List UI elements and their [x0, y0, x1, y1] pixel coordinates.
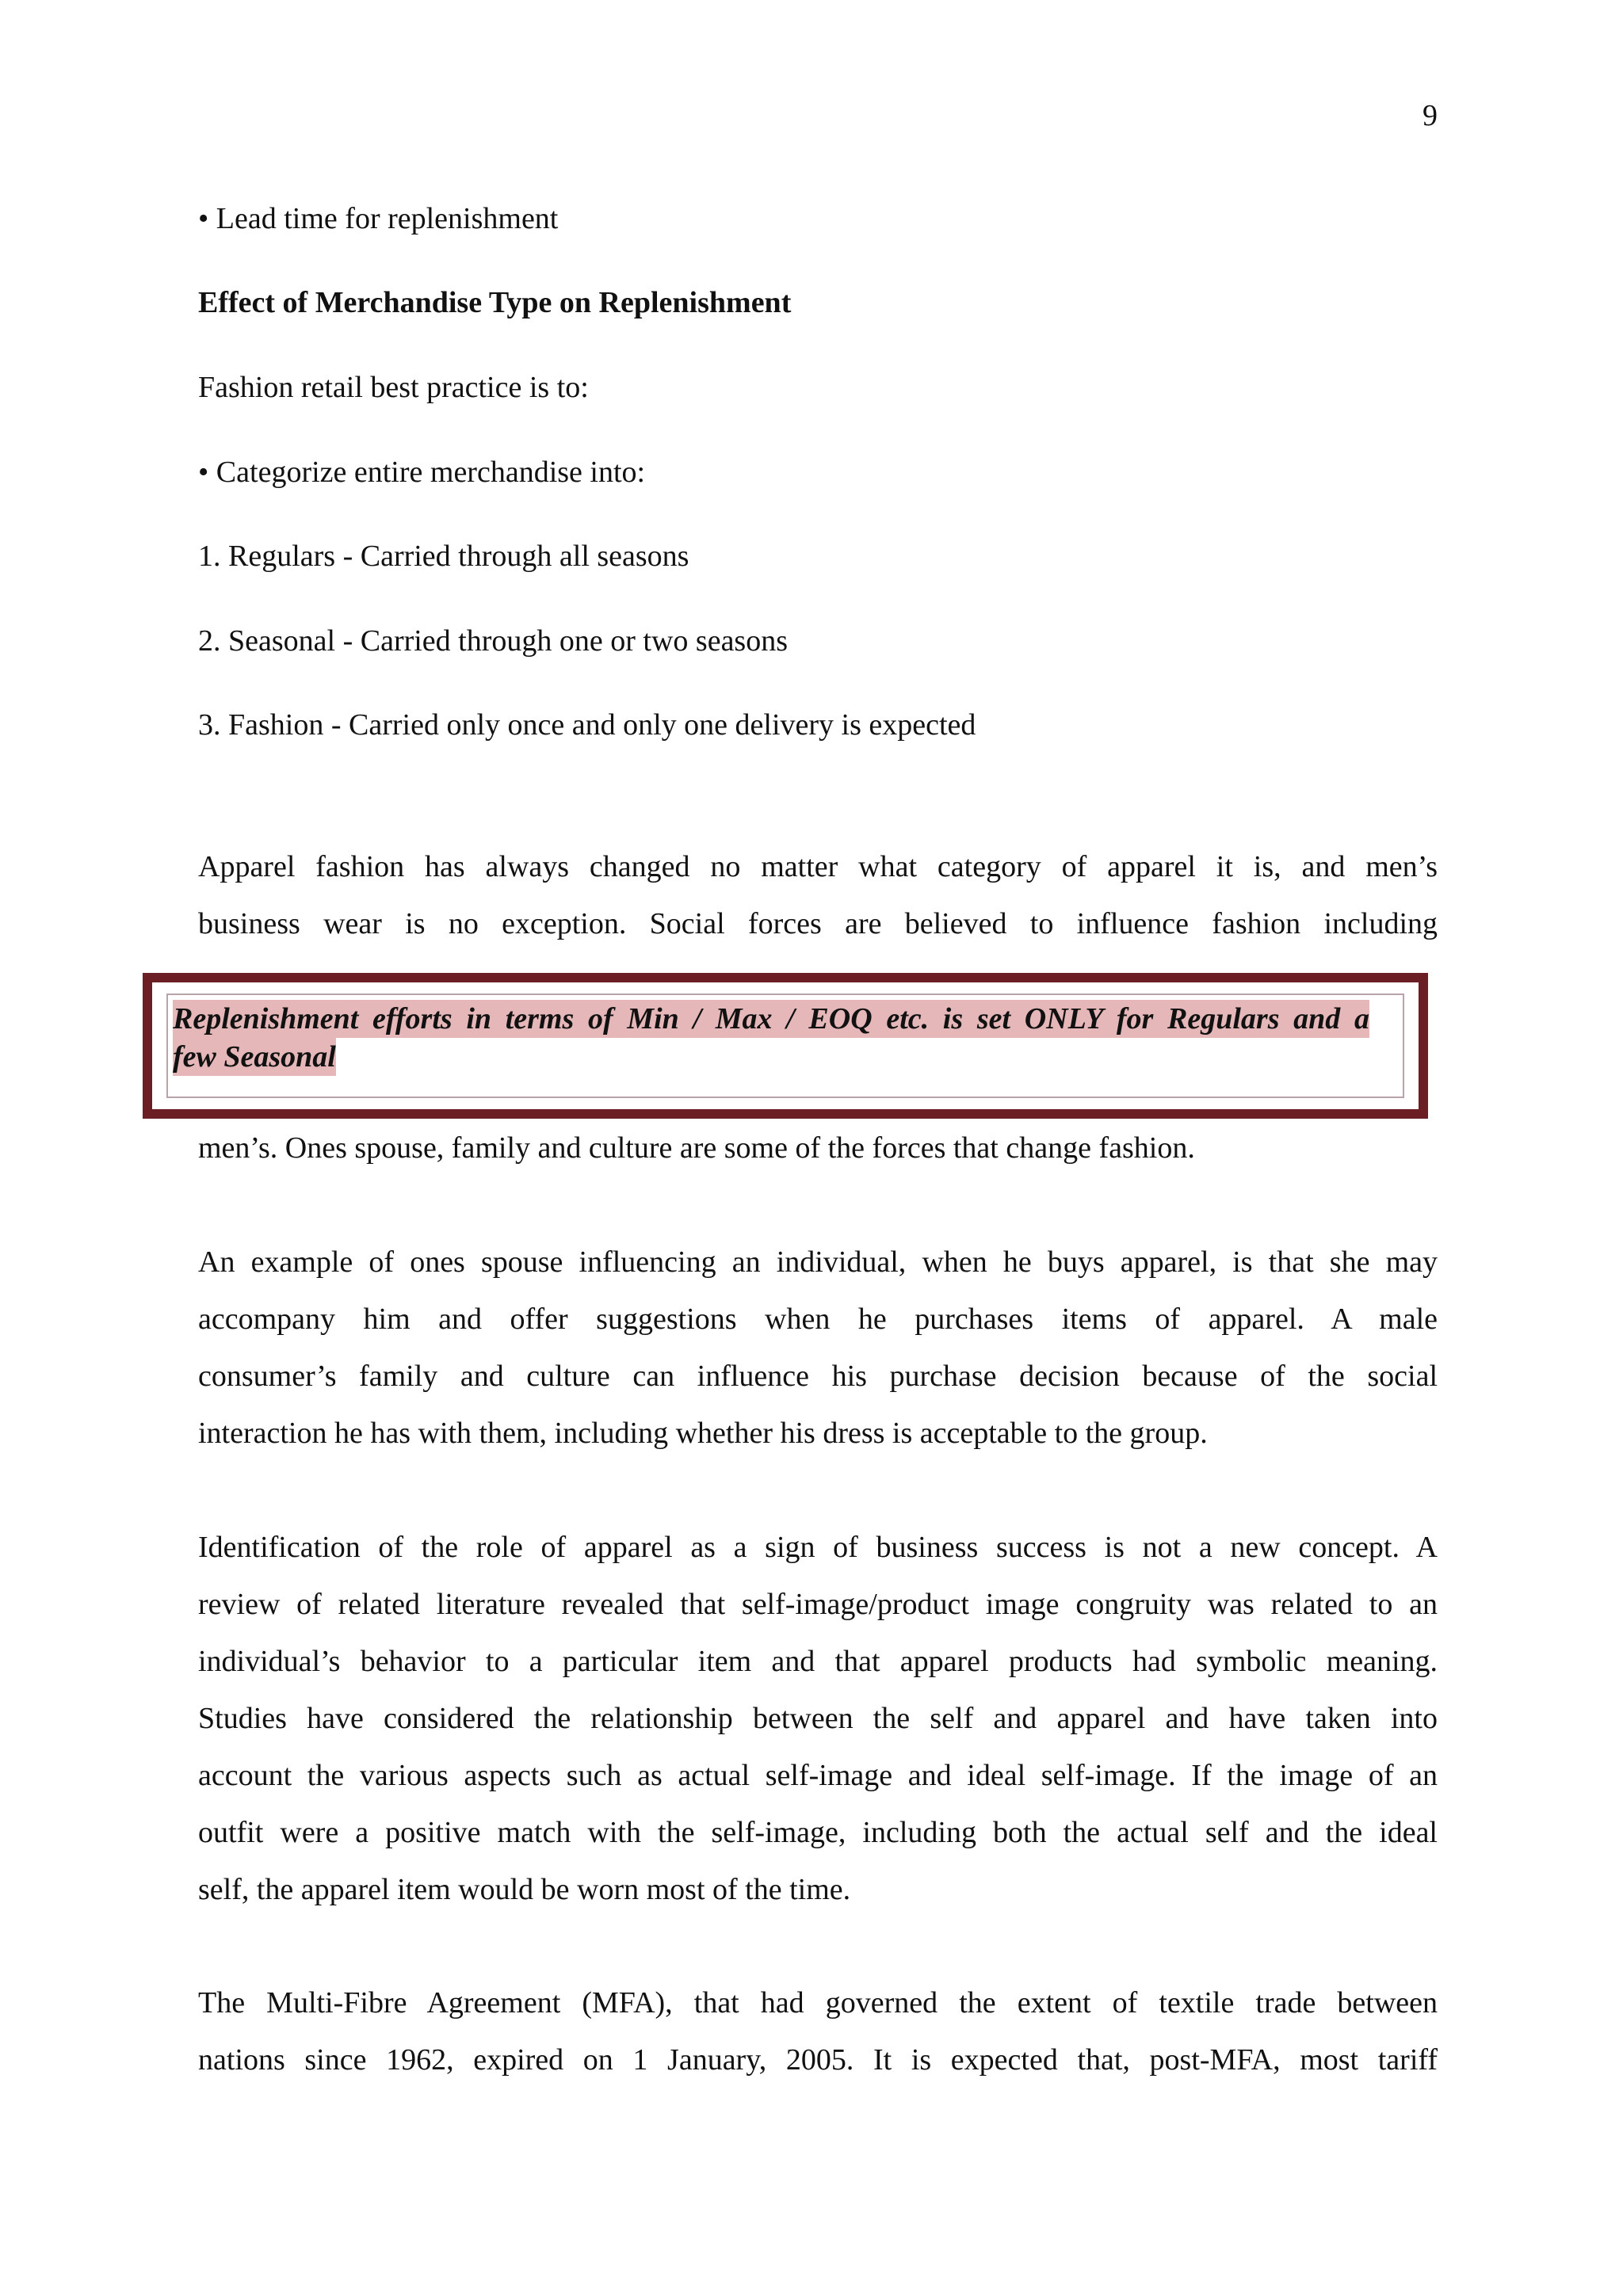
paragraph-apparel-fashion-continued — [198, 1119, 1438, 1177]
paragraph-apparel-fashion — [198, 838, 1438, 952]
list-item-regulars: 1. Regulars - Carried through all seasons — [198, 540, 689, 573]
paragraph-line: men’s. Ones spouse, family and culture are some of the forces that change fashion. — [198, 1131, 1195, 1165]
bullet-lead-time: • Lead time for replenishment — [198, 202, 559, 235]
page-number: 9 — [1423, 99, 1438, 132]
callout-line: Replenishment efforts in terms of Min / Max / EOQ etc. is set ONLY for Regulars and a — [173, 1000, 1369, 1038]
paragraph-line: consumer’s family and culture can influence his purchase decision because of the social — [198, 1360, 1438, 1393]
paragraph-line: business wear is no exception. Social forces are believed to influence fashion including — [198, 907, 1438, 940]
best-practice-intro: Fashion retail best practice is to: — [198, 371, 589, 404]
paragraph-line: account the various aspects such as actual self-image and ideal self-image. If the image of an — [198, 1759, 1438, 1792]
paragraph-mfa — [198, 1974, 1438, 2088]
paragraph-line: The Multi-Fibre Agreement (MFA), that had governed the extent of textile trade between — [198, 1986, 1438, 2019]
callout-text — [173, 1000, 1369, 1076]
paragraph-line: individual’s behavior to a particular item and that apparel products had symbolic meaning. — [198, 1645, 1438, 1678]
paragraph-line: Studies have considered the relationship between the self and apparel and have taken into — [198, 1702, 1438, 1735]
list-item-seasonal: 2. Seasonal - Carried through one or two seasons — [198, 624, 789, 658]
section-heading: Effect of Merchandise Type on Replenishment — [198, 286, 792, 319]
paragraph-line: Identification of the role of apparel as a sign of business success is not a new concept. A — [198, 1531, 1438, 1564]
list-item-fashion: 3. Fashion - Carried only once and only one delivery is expected — [198, 708, 976, 742]
paragraph-line: self, the apparel item would be worn most of the time. — [198, 1873, 851, 1906]
paragraph-line: Apparel fashion has always changed no matter what category of apparel it is, and men’s — [198, 850, 1438, 883]
paragraph-business-success — [198, 1519, 1438, 1918]
paragraph-line: review of related literature revealed that self-image/product image congruity was related to an — [198, 1588, 1438, 1621]
paragraph-spouse-influence — [198, 1234, 1438, 1462]
callout-box — [143, 973, 1428, 1119]
paragraph-line: outfit were a positive match with the self-image, including both the actual self and the ideal — [198, 1816, 1438, 1849]
bullet-categorize: • Categorize entire merchandise into: — [198, 456, 646, 489]
paragraph-line: interaction he has with them, including whether his dress is acceptable to the group. — [198, 1417, 1208, 1450]
paragraph-line: accompany him and offer suggestions when he purchases items of apparel. A male — [198, 1302, 1438, 1336]
callout-line: few Seasonal — [173, 1038, 336, 1076]
paragraph-line: nations since 1962, expired on 1 January, 2005. It is expected that, post-MFA, most tariff — [198, 2043, 1438, 2077]
paragraph-line: An example of ones spouse influencing an individual, when he buys apparel, is that she may — [198, 1245, 1438, 1279]
